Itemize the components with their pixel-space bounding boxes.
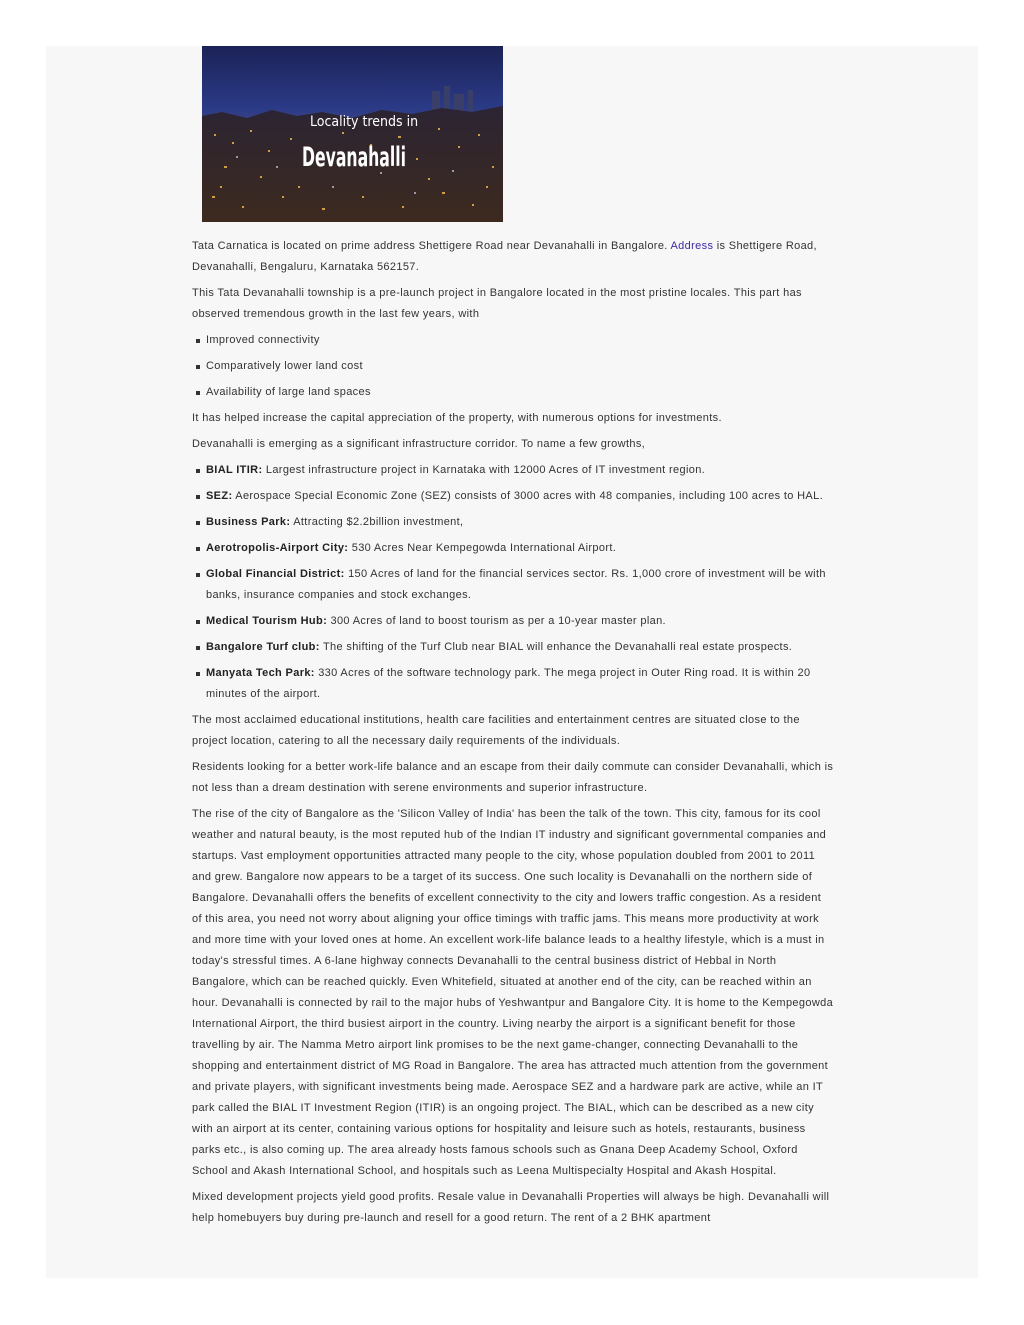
list-item: [192, 486, 834, 507]
list-item-title: Aerotropolis-Airport City:: [206, 542, 349, 554]
growths-list: [192, 460, 834, 705]
bangalore-rise-paragraph: The rise of the city of Bangalore as the 'Silicon Valley of India' has been the talk of the town. This city, famous for its cool weather and natural beauty, is the most reputed hub of the Indian IT industry and significant governmental companies and startups. Vast employment opportunities attracted many people to the city, whose population doubled from 2001 to 2011 and grew. Bangalore now appears to be a target of its success. One such locality is Devanahalli on the northern side of Bangalore. Devanahalli offers the benefits of excellent connectivity to the city and lowers traffic congestion. As a resident of this area, you need not worry about aligning your office timings with traffic jams. This means more productivity at work and more time with your loved ones at home. An excellent work-life balance leads to a healthy lifestyle, which is a must in today's stressful times. A 6-lane highway connects Devanahalli to the central business district of Hebbal in North Bangalore, which can be reached quickly. Even Whitefield, situated at another end of the city, can be reached within an hour. Devanahalli is connected by rail to the major hubs of Yeshwantpur and Bangalore City. It is home to the Kempegowda International Airport, the third busiest airport in the country. Living nearby the airport is a significant benefit for those travelling by air. The Namma Metro airport link promises to be the next game-changer, connecting Devanahalli to the shopping and entertainment district of MG Road in Bangalore. The area has attracted much attention from the government and private players, with significant investments being made. Aerospace SEZ and a hardware park are active, while an IT park called the BIAL IT Investment Region (ITIR) is an ongoing project. The BIAL, which can be described as a new city with an airport at its center, containing various options for hospitality and leisure such as hotels, restaurants, business parks etc., is also coming up. The area already hosts famous schools such as Gnana Deep Academy School, Oxford School and Akash International School, and hospitals such as Leena Multispecialty Hospital and Akash Hospital.: [192, 808, 834, 1177]
locality-trends-banner-image: [202, 46, 503, 222]
article-body: [192, 236, 834, 1234]
list-item: [192, 611, 834, 632]
list-item-title: SEZ:: [206, 490, 233, 502]
address-link[interactable]: Address: [670, 240, 714, 252]
list-item-text: Aerospace Special Economic Zone (SEZ) consists of 3000 acres with 48 companies, including 100 acres to HAL.: [232, 490, 823, 502]
list-item-text: 150 Acres of land for the financial services sector. Rs. 1,000 crore of investment will be with banks, insurance companies and stock exchanges.: [206, 568, 826, 601]
education-paragraph: The most acclaimed educational institutions, health care facilities and entertainment centres are situated close to the project location, catering to all the necessary daily requirements of the individuals.: [192, 714, 800, 747]
intro-text-tail: is Shettigere Road, Devanahalli, Bengaluru, Karnataka 562157.: [192, 240, 817, 273]
intro-paragraph: [192, 236, 834, 278]
list-item: [192, 663, 834, 705]
list-item-title: BIAL ITIR:: [206, 464, 263, 476]
intro-text: Tata Carnatica is located on prime address Shettigere Road near Devanahalli in Bangalore.: [192, 240, 671, 252]
list-item-text: 530 Acres Near Kempegowda International Airport.: [348, 542, 617, 554]
list-item-title: Bangalore Turf club:: [206, 641, 320, 653]
benefits-list: [192, 330, 834, 403]
list-item: Comparatively lower land cost: [192, 356, 834, 377]
list-item-text: Attracting $2.2billion investment,: [290, 516, 464, 528]
list-item: [192, 564, 834, 606]
township-paragraph: This Tata Devanahalli township is a pre-launch project in Bangalore located in the most pristine locales. This part has observed tremendous growth in the last few years, with: [192, 287, 802, 320]
list-item-title: Business Park:: [206, 516, 291, 528]
banner-line1: Locality trends in: [310, 114, 419, 130]
corridor-paragraph: Devanahalli is emerging as a significant infrastructure corridor. To name a few growths,: [192, 438, 646, 450]
list-item-text: 300 Acres of land to boost tourism as per a 10-year master plan.: [327, 615, 666, 627]
document-page: [46, 46, 978, 1278]
banner-title: Devanahalli: [302, 142, 406, 173]
list-item-title: Manyata Tech Park:: [206, 667, 315, 679]
city-night-skyline-image: [202, 46, 503, 222]
list-item-text: Largest infrastructure project in Karnataka with 12000 Acres of IT investment region.: [262, 464, 706, 476]
list-item: Improved connectivity: [192, 330, 834, 351]
list-item: [192, 512, 834, 533]
list-item: [192, 538, 834, 559]
capital-paragraph: It has helped increase the capital appreciation of the property, with numerous options for investments.: [192, 412, 722, 424]
list-item-title: Medical Tourism Hub:: [206, 615, 328, 627]
list-item-text: 330 Acres of the software technology park. The mega project in Outer Ring road. It is within 20 minutes of the airport.: [206, 667, 811, 700]
list-item: [192, 460, 834, 481]
mixed-development-paragraph: Mixed development projects yield good profits. Resale value in Devanahalli Properties will always be high. Devanahalli will help homebuyers buy during pre-launch and resell for a good return. The rent of a 2 BHK apartment: [192, 1191, 830, 1224]
list-item: [192, 637, 834, 658]
list-item: Availability of large land spaces: [192, 382, 834, 403]
list-item-title: Global Financial District:: [206, 568, 345, 580]
residents-paragraph: Residents looking for a better work-life balance and an escape from their daily commute can consider Devanahalli, which is not less than a dream destination with serene environments and superior infrastructure.: [192, 761, 834, 794]
list-item-text: The shifting of the Turf Club near BIAL will enhance the Devanahalli real estate prospects.: [319, 641, 793, 653]
